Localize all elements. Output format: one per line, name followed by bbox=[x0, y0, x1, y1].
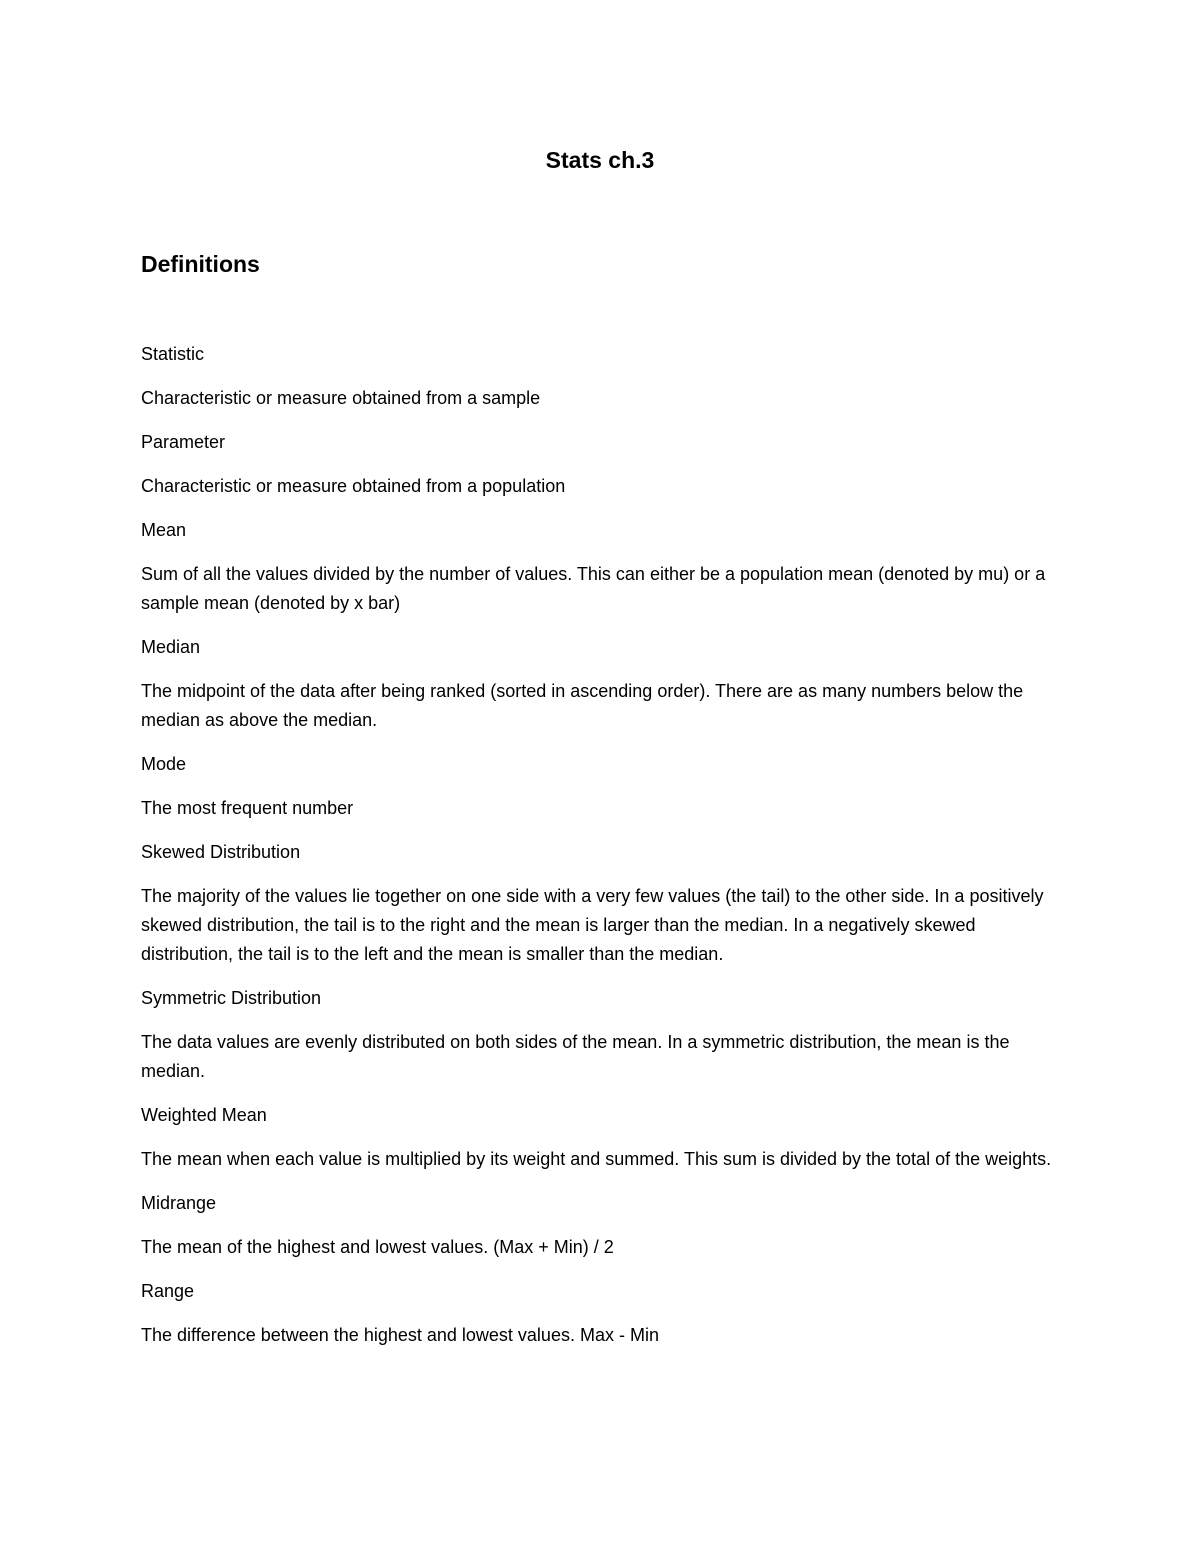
section-heading-definitions: Definitions bbox=[141, 251, 260, 277]
definition-mean: Sum of all the values divided by the number of values. This can either be a population mean (denoted by mu) or a sample mean (denoted by x bar) bbox=[141, 564, 1046, 613]
term-median: Median bbox=[141, 637, 201, 657]
definition-range: The difference between the highest and lowest values. Max - Min bbox=[141, 1325, 659, 1345]
term-skewed-distribution: Skewed Distribution bbox=[141, 842, 301, 862]
definition-median: The midpoint of the data after being ranked (sorted in ascending order). There are as many numbers below the median as above the median. bbox=[141, 681, 1024, 730]
term-weighted-mean: Weighted Mean bbox=[141, 1105, 267, 1125]
term-statistic: Statistic bbox=[141, 344, 205, 364]
document-title: Stats ch.3 bbox=[545, 147, 655, 173]
definition-statistic: Characteristic or measure obtained from a sample bbox=[141, 388, 541, 408]
term-symmetric-distribution: Symmetric Distribution bbox=[141, 988, 322, 1008]
term-mode: Mode bbox=[141, 754, 187, 774]
definition-weighted-mean: The mean when each value is multiplied by its weight and summed. This sum is divided by the total of the weights. bbox=[141, 1149, 1052, 1169]
definition-midrange: The mean of the highest and lowest values. (Max + Min) / 2 bbox=[141, 1237, 614, 1257]
definition-symmetric-distribution: The data values are evenly distributed on both sides of the mean. In a symmetric distribution, the mean is the median. bbox=[141, 1032, 1010, 1081]
term-range: Range bbox=[141, 1281, 195, 1301]
definition-skewed-distribution: The majority of the values lie together on one side with a very few values (the tail) to the other side. In a positively skewed distribution, the tail is to the right and the mean is larger than the median. In a negatively skewed distribution, the tail is to the left and the mean is smaller than the median. bbox=[141, 886, 1044, 964]
definition-parameter: Characteristic or measure obtained from a population bbox=[141, 476, 566, 496]
definitions-list bbox=[141, 340, 1061, 1365]
term-midrange: Midrange bbox=[141, 1193, 217, 1213]
term-mean: Mean bbox=[141, 520, 187, 540]
definition-mode: The most frequent number bbox=[141, 798, 354, 818]
term-parameter: Parameter bbox=[141, 432, 226, 452]
